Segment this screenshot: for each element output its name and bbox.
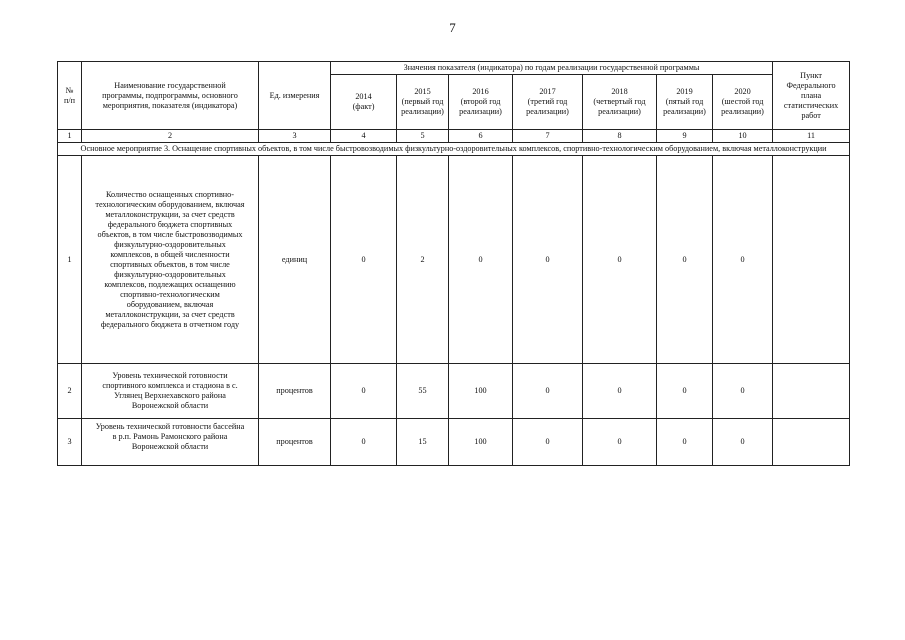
row-value-2019: 0 (657, 419, 713, 466)
row-value-2015: 2 (397, 156, 449, 364)
row-value-2017: 0 (513, 419, 583, 466)
row-num: 3 (58, 419, 82, 466)
row-value-2015: 15 (397, 419, 449, 466)
header-year-2017: 2017 (третий год реализации) (513, 75, 583, 130)
row-federal-plan (773, 419, 850, 466)
table-row (58, 156, 850, 364)
header-year-2019: 2019 (пятый год реализации) (657, 75, 713, 130)
table-row (58, 419, 850, 466)
section-row (58, 143, 850, 156)
row-unit: процентов (259, 364, 331, 419)
column-number: 4 (331, 130, 397, 143)
row-value-2017: 0 (513, 156, 583, 364)
section-title: Основное мероприятие 3. Оснащение спортивных объектов, в том числе быстровозводимых физкультурно-оздоровительных комплексов, спортивно-технологическим оборудованием, включая металлоконструкции (58, 143, 850, 156)
row-value-2020: 0 (713, 156, 773, 364)
row-num: 1 (58, 156, 82, 364)
column-number: 5 (397, 130, 449, 143)
row-value-2019: 0 (657, 156, 713, 364)
column-number: 8 (583, 130, 657, 143)
row-value-2016: 100 (449, 419, 513, 466)
header-year-2016: 2016 (второй год реализации) (449, 75, 513, 130)
column-number: 6 (449, 130, 513, 143)
row-value-2018: 0 (583, 156, 657, 364)
row-indicator-name: Количество оснащенных спортивно- технологическим оборудованием, включая металлоконструкции, за счет средств федерального бюджета спортивных объектов, в том числе быстровозводимых физкультурно-оздоровительных комплексов, в общей численности спортивных объектов, в том числе физкультурно-оздоровительных комплексов, подлежащих оснащению спортивно-технологическим оборудованием, включая металлоконструкции, за счет средств федерального бюджета в отчетном году (82, 156, 259, 364)
column-numbers-row (58, 130, 850, 143)
header-year-2014: 2014 (факт) (331, 75, 397, 130)
column-number: 10 (713, 130, 773, 143)
row-indicator-name: Уровень технической готовности спортивного комплекса и стадиона в с. Углянец Верхнехавского района Воронежской области (82, 364, 259, 419)
row-value-2014: 0 (331, 364, 397, 419)
row-value-2018: 0 (583, 419, 657, 466)
column-number: 11 (773, 130, 850, 143)
row-indicator-name: Уровень технической готовности бассейна в р.п. Рамонь Рамонского района Воронежской области (82, 419, 259, 466)
header-year-2020: 2020 (шестой год реализации) (713, 75, 773, 130)
row-value-2014: 0 (331, 156, 397, 364)
header-federal-plan: Пункт Федерального плана статистических работ (773, 62, 850, 130)
header-values-group: Значения показателя (индикатора) по годам реализации государственной программы (331, 62, 773, 75)
row-value-2019: 0 (657, 364, 713, 419)
header-row-top (58, 62, 850, 75)
column-number: 9 (657, 130, 713, 143)
column-number: 3 (259, 130, 331, 143)
row-num: 2 (58, 364, 82, 419)
row-unit: единиц (259, 156, 331, 364)
row-federal-plan (773, 156, 850, 364)
row-value-2018: 0 (583, 364, 657, 419)
row-federal-plan (773, 364, 850, 419)
header-unit: Ед. измерения (259, 62, 331, 130)
column-number: 1 (58, 130, 82, 143)
header-year-2018: 2018 (четвертый год реализации) (583, 75, 657, 130)
row-value-2020: 0 (713, 364, 773, 419)
indicators-table (57, 61, 850, 466)
row-unit: процентов (259, 419, 331, 466)
page-number: 7 (449, 20, 456, 35)
row-value-2014: 0 (331, 419, 397, 466)
header-name: Наименование государственной программы, подпрограммы, основного мероприятия, показателя (индикатора) (82, 62, 259, 130)
column-number: 7 (513, 130, 583, 143)
column-number: 2 (82, 130, 259, 143)
row-value-2016: 100 (449, 364, 513, 419)
header-num: № п/п (58, 62, 82, 130)
header-year-2015: 2015 (первый год реализации) (397, 75, 449, 130)
row-value-2016: 0 (449, 156, 513, 364)
table-row (58, 364, 850, 419)
row-value-2017: 0 (513, 364, 583, 419)
row-value-2020: 0 (713, 419, 773, 466)
row-value-2015: 55 (397, 364, 449, 419)
